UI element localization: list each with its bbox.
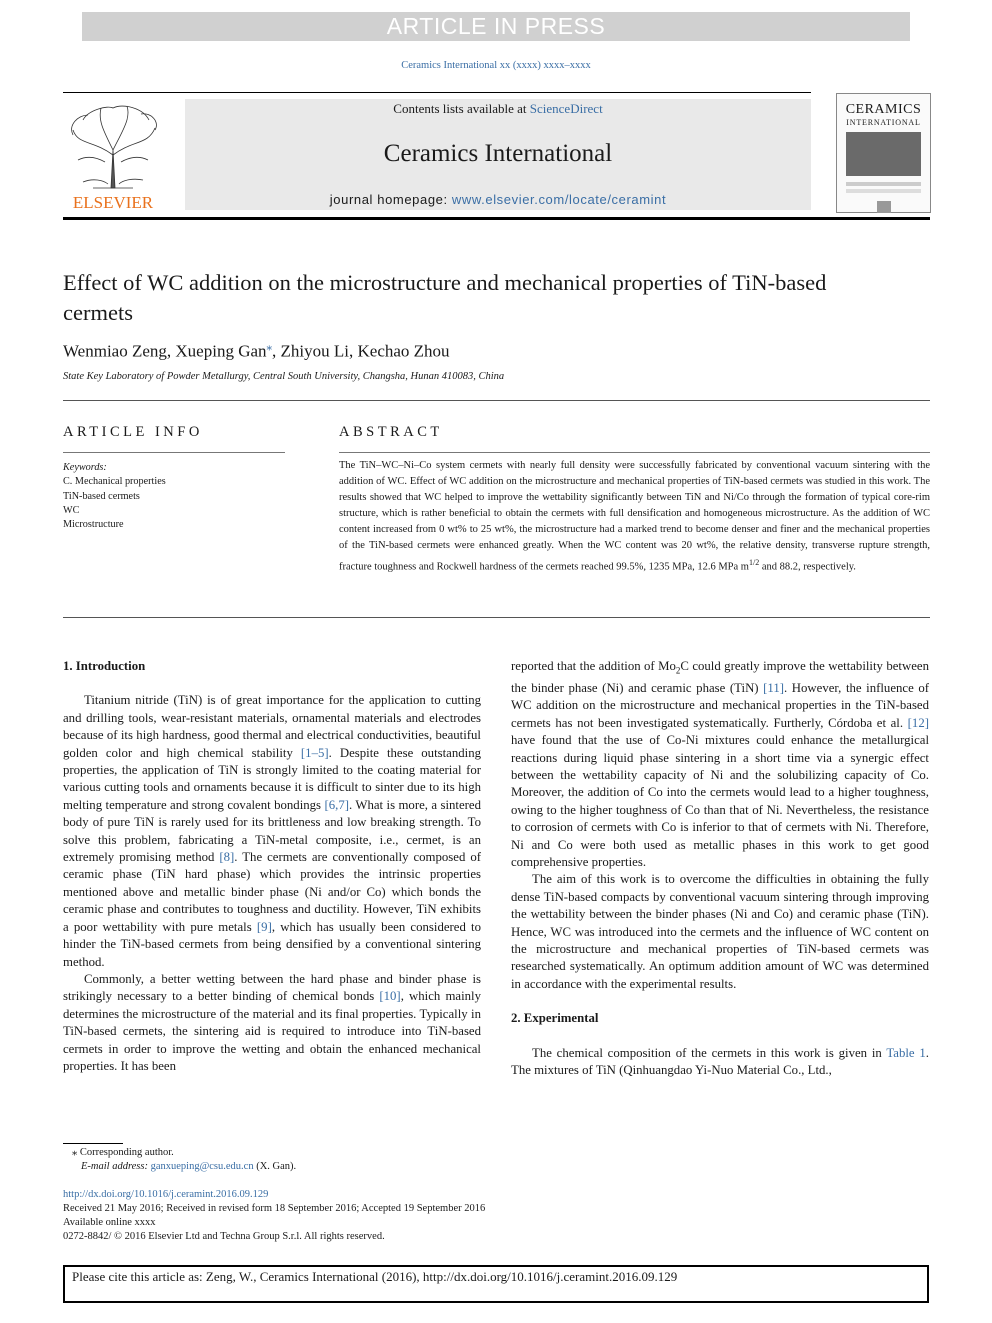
doi-link[interactable]: http://dx.doi.org/10.1016/j.ceramint.2016.09.129 (63, 1189, 269, 1200)
reference-link[interactable]: [9] (256, 919, 272, 934)
section-divider (63, 400, 930, 401)
available-online: Available online xxxx (63, 1217, 156, 1228)
text-span: . The cermets are conventionally composed of ceramic phase (TiN hard phase) which provides the intrinsic properties mentioned above and metallic binder phase (Ni and/or Co) which bonds the ceramic phase and contributes to toughness and ductility. However, TiN exhibits a poor wettability with pure metals (63, 850, 481, 934)
right-column (511, 658, 929, 1079)
journal-homepage (185, 192, 811, 207)
cover-image (846, 132, 921, 176)
keywords-label: Keywords: (63, 462, 107, 473)
author-list (63, 340, 450, 362)
text-span: . However, the influence of WC addition on the microstructure and mechanical properties in the TiN-based cermets has not been investigated systematically. Furtherly, Córdoba et al. (511, 680, 929, 730)
email-suffix: (X. Gan). (253, 1161, 297, 1172)
table-link[interactable]: Table 1 (886, 1045, 926, 1060)
copyright: 0272-8842/ © 2016 Elsevier Ltd and Techna Group S.r.l. All rights reserved. (63, 1231, 385, 1242)
abstract-body: The TiN–WC–Ni–Co system cermets with nearly full density were successfully fabricated by conventional vacuum sintering with the addition of WC. Effect of WC addition on the microstructure and mechanical properties of TiN-based cermets was studied in this work. The results showed that WC helped to improve the wettability significantly between TiN and Ni/Co through the formation of typical core-rim structure, which is rather beneficial to obtain the cermets with full densification and homogeneous microstructure. As the addition of WC content increased from 0 wt% to 25 wt%, the microstructure had a marked trend to become denser and finer and the mechanical properties of the TiN-based cermets were enhanced greatly. When the WC content was 20 wt%, the relative density, transverse rupture strength, fracture toughness and Rockwell hardness of the cermets reached 99.5%, 1235 MPa, 12.6 MPa m (339, 460, 930, 573)
text-span: Commonly, a better wetting between the hard phase and binder phase is strikingly necessary to a better binding of chemical bonds (63, 971, 481, 1004)
elsevier-tree-icon (63, 100, 163, 212)
experimental-heading: 2. Experimental (511, 1011, 599, 1026)
reference-link[interactable]: [10] (379, 989, 401, 1004)
text-span: C could greatly improve the wettability between the binder phase (Ni) and ceramic phase (TiN) (511, 659, 929, 695)
received-dates: Received 21 May 2016; Received in revised form 18 September 2016; Accepted 19 September 2016 (63, 1203, 486, 1214)
experimental-paragraph (511, 1045, 929, 1080)
contents-prefix: Contents lists available at (393, 101, 530, 116)
cover-text-line (846, 182, 921, 186)
text-span: . Despite these outstanding properties, the application of TiN is strongly limited to the coating material for various cutting tools and ornaments because it is difficult to sinter due to its high melting temperature and strong covalent bondings (63, 745, 481, 812)
email-label: E-mail address: (81, 1161, 151, 1172)
article-title: Effect of WC addition on the microstructure and mechanical properties of TiN-based cermets (63, 270, 827, 325)
cover-publisher-icon (877, 201, 891, 213)
reference-link[interactable]: [11] (763, 680, 785, 695)
email-link[interactable]: ganxueping@csu.edu.cn (150, 1161, 254, 1172)
citation-text[interactable]: Please cite this article as: Zeng, W., Ceramics International (2016), http://dx.doi.org/10.1016/j.ceramint.2016.09.129 (72, 1269, 678, 1284)
text-span: have found that the use of Co-Ni mixtures could enhance the metallurgical reactions during liquid phase sintering in a short time via a synergic effect between the wettability capacity of Ni and the solubilizing capacity of Co. Moreover, the addition of Co into the cermets would lead to a higher toughness, owing to the higher toughness of Co than that of Ni. Nevertheless, the resistance to corrosion of cermets with Co is inferior to that of cermets with Ni. Therefore, Ni and Co were both used as metallic phases in this work to get good comprehensive properties. (511, 733, 929, 870)
abstract-rule (339, 452, 930, 453)
text-span: The chemical composition of the cermets in this work is given in (532, 1045, 887, 1060)
homepage-prefix: journal homepage: (329, 192, 452, 207)
section-divider (63, 617, 930, 618)
intro-paragraph (63, 692, 481, 971)
reference-link[interactable]: [1–5] (300, 745, 329, 760)
keyword-item: WC (63, 504, 80, 516)
article-info-rule (63, 452, 285, 453)
article-in-press-banner: ARTICLE IN PRESS (82, 12, 910, 41)
corresponding-text: Corresponding author. (77, 1147, 174, 1158)
elsevier-wordmark: ELSEVIER (72, 193, 154, 212)
intro-paragraph: The aim of this work is to overcome the difficulties in obtaining the fully dense TiN-based compacts by conventional vacuum sintering through improving the wettability between the binder phases (Ni and Co) and ceramic phase (TiN). Hence, WC was introduced into the cermets and the influence of WC content on the microstructure and mechanical properties of TiN-based cermets was researched systematically. An optimum addition amount of WC was determined in accordance with the experimental results. (511, 872, 929, 991)
header-thick-rule (63, 217, 930, 220)
header-rule (63, 92, 811, 93)
intro-paragraph (63, 971, 481, 1075)
journal-reference[interactable]: Ceramics International xx (xxxx) xxxx–xxxx (401, 60, 591, 71)
subscript: 2 (675, 665, 681, 676)
affiliation: State Key Laboratory of Powder Metallurgy, Central South University, Changsha, Hunan 410083, China (63, 371, 505, 382)
text-span: . The mixtures of TiN (Qinhuangdao Yi-Nuo Material Co., Ltd., (511, 1045, 929, 1078)
keyword-item: Microstructure (63, 519, 124, 531)
reference-link[interactable]: [12] (907, 715, 929, 730)
corresponding-footnote (72, 1146, 174, 1160)
abstract-end: and 88.2, respectively. (759, 561, 856, 573)
reference-link[interactable]: [8] (219, 850, 235, 865)
elsevier-logo[interactable] (63, 100, 163, 212)
journal-name: Ceramics International (383, 140, 613, 167)
text-span: . What is more, a sintered body of pure TiN is rarely used for its brittleness and low breaking strength. To solve this problem, fabricating a TiN-metal composite, i.e., cermet, is an extremely promising method (63, 797, 481, 865)
text-span: , which has usually been considered to hinder the TiN-based cermets from being densified by a conventional sintering method. (63, 919, 481, 969)
introduction-heading: 1. Introduction (63, 659, 146, 673)
authors-rest: , Zhiyou Li, Kechao Zhou (272, 341, 450, 361)
journal-cover[interactable] (836, 93, 931, 213)
email-footnote (81, 1160, 296, 1174)
text-span: reported that the addition of Mo (511, 659, 676, 673)
corresponding-mark: ⁎ (72, 1147, 78, 1158)
footnote-rule (63, 1143, 123, 1144)
article-info-heading: ARTICLE INFO (63, 424, 203, 440)
sciencedirect-link[interactable]: ScienceDirect (529, 101, 603, 116)
abstract-heading: ABSTRACT (339, 424, 443, 440)
text-span: Titanium nitride (TiN) is of great importance for the application to cutting and drilling tools, wear-resistant materials, ornamental materials and electrodes because of its high hardness, good thermal and electrical conductivities, beautiful golden color and high chemical stability (63, 693, 481, 760)
contents-line (185, 101, 811, 117)
abstract-superscript: 1/2 (748, 557, 760, 567)
intro-paragraph (511, 658, 929, 871)
cover-title: CERAMICS (845, 102, 922, 117)
cover-text-line (846, 189, 921, 193)
text-span: , which mainly determines the microstructure of the material and its final properties. Typically in TiN-based cermets, the sintering aid is required to introduce into TiN-based cermets in order to improve the wetting and obtain the enhanced mechanical properties. It has been (63, 989, 482, 1073)
left-column (63, 658, 481, 1075)
cover-subtitle: INTERNATIONAL (846, 118, 921, 127)
authors-first: Wenmiao Zeng, Xueping Gan (63, 341, 267, 361)
abstract-text (339, 458, 930, 575)
keyword-item: C. Mechanical properties (63, 476, 166, 488)
reference-link[interactable]: [6,7] (324, 797, 349, 812)
keywords-block (63, 461, 166, 532)
corresponding-author-mark[interactable]: ⁎ (266, 341, 273, 353)
homepage-link[interactable]: www.elsevier.com/locate/ceramint (451, 192, 667, 207)
keyword-item: TiN-based cermets (63, 490, 140, 502)
